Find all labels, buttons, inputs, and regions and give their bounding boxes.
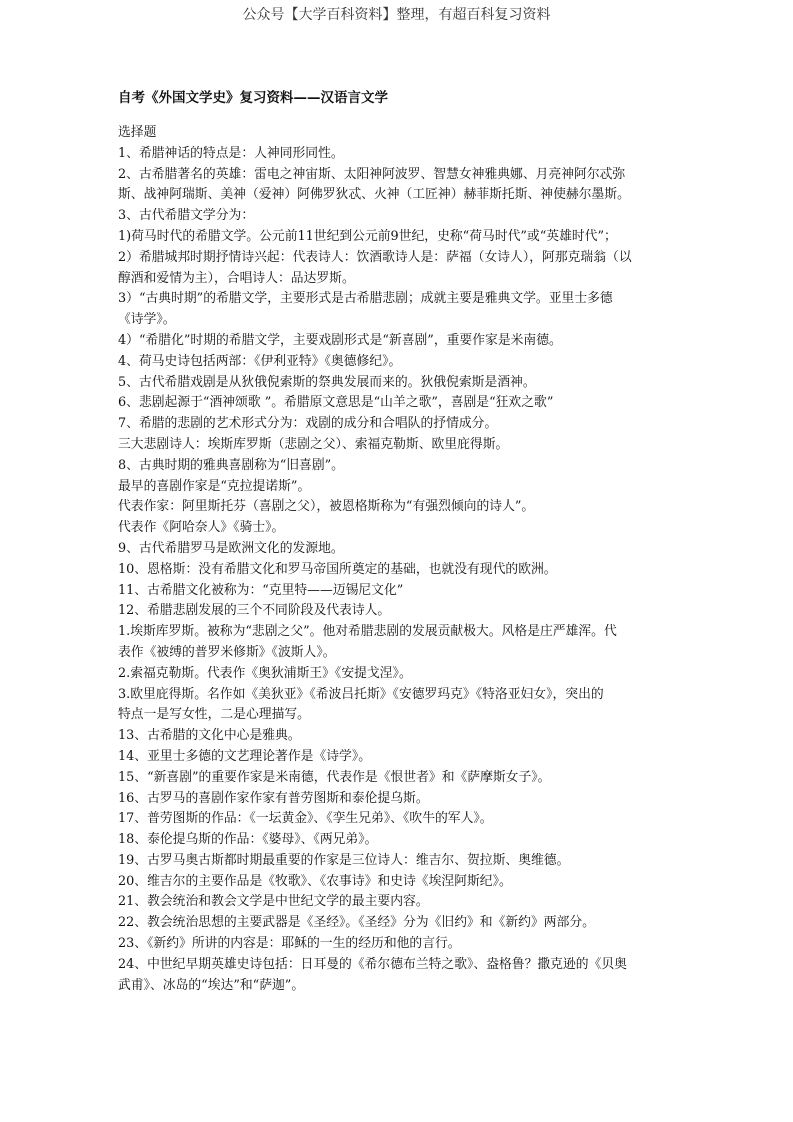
text-line: 18、泰伦提乌斯的作品：《婆母》、《两兄弟》。: [118, 832, 378, 848]
text-line: 代表作家：阿里斯托芬（喜剧之父），被恩格斯称为“有强烈倾向的诗人”。: [118, 499, 535, 515]
text-line: 24、中世纪早期英雄史诗包括：日耳曼的《希尔德布兰特之歌》、盎格鲁？撒克逊的《贝奥: [118, 956, 627, 972]
text-line: 2.索福克勒斯。代表作《奥狄浦斯王》《安提戈涅》。: [118, 665, 412, 681]
text-line: 特点一是写女性，二是心理描写。: [118, 707, 310, 723]
text-line: 2）希腊城邦时期抒情诗兴起：代表诗人：饮酒歌诗人是：萨福（女诗人），阿那克瑞翁（以: [118, 249, 632, 265]
document-title: 自考《外国文学史》复习资料——汉语言文学: [118, 90, 388, 106]
text-line: 最早的喜剧作家是“克拉提诺斯”。: [118, 478, 311, 494]
text-line: 19、古罗马奥古斯都时期最重要的作家是三位诗人：维吉尔、贺拉斯、奥维德。: [118, 852, 570, 868]
text-line: 22、教会统治思想的主要武器是《圣经》。《圣经》分为《旧约》和《新约》两部分。: [118, 915, 595, 931]
text-line: 4、荷马史诗包括两部：《伊利亚特》《奥德修纪》。: [118, 353, 402, 369]
text-line: 13、古希腊的文化中心是雅典。: [118, 728, 301, 744]
text-line: 21、教会统治和教会文学是中世纪文学的最主要内容。: [118, 894, 429, 910]
text-line: 8、古典时期的雅典喜剧称为“旧喜剧”。: [118, 457, 344, 473]
text-line: 斯、战神阿瑞斯、美神（爱神）阿佛罗狄忒、火神（工匠神）赫菲斯托斯、神使赫尔墨斯。: [118, 187, 630, 203]
text-line: 3.欧里庇得斯。名作如《美狄亚》《希波吕托斯》《安德罗玛克》《特洛亚妇女》，突出的: [118, 686, 604, 702]
text-line: 3、古代希腊文学分为：: [118, 208, 255, 224]
document-body: [118, 123, 688, 996]
text-line: 20、维吉尔的主要作品是《牧歌》、《农事诗》和史诗《埃涅阿斯纪》。: [118, 873, 512, 889]
text-line: 15、“新喜剧”的重要作家是米南德，代表作是《恨世者》和《萨摩斯女子》。: [118, 769, 551, 785]
text-line: 代表作《阿哈奈人》《骑士》。: [118, 520, 285, 536]
text-line: 武甫》、冰岛的“埃达”和“萨迦”。: [118, 977, 305, 993]
text-line: 1)荷马时代的希腊文学。公元前11世纪到公元前9世纪，史称“荷马时代”或“英雄时代”；: [118, 228, 617, 244]
text-line: 2、古希腊著名的英雄：雷电之神宙斯、太阳神阿波罗、智慧女神雅典娜、月亮神阿尔忒弥: [118, 166, 626, 182]
text-line: 9、古代希腊罗马是欧洲文化的发源地。: [118, 540, 344, 556]
text-line: 23、《新约》所讲的内容是：耶稣的一生的经历和他的言行。: [118, 936, 461, 952]
text-line: 17、普劳图斯的作品：《一坛黄金》、《孪生兄弟》、《吹牛的军人》。: [118, 811, 493, 827]
page-header: 公众号【大学百科资料】整理，有超百科复习资料: [242, 7, 551, 23]
text-line: 12、希腊悲剧发展的三个不同阶段及代表诗人。: [118, 603, 391, 619]
text-line: 醇酒和爱情为主），合唱诗人：品达罗斯。: [118, 270, 355, 286]
text-line: 《诗学》。: [118, 312, 176, 328]
text-line: 10、恩格斯：没有希腊文化和罗马帝国所奠定的基础，也就没有现代的欧洲。: [118, 561, 557, 577]
text-line: 14、亚里士多德的文艺理论著作是《诗学》。: [118, 748, 372, 764]
text-line: 7、希腊的悲剧的艺术形式分为：戏剧的成分和合唱队的抒情成分。: [118, 416, 498, 432]
text-line: 4）“希腊化”时期的希腊文学，主要戏剧形式是“新喜剧”，重要作家是米南德。: [118, 332, 562, 348]
section-heading: 选择题: [118, 125, 157, 140]
text-line: 表作《被缚的普罗米修斯》《波斯人》。: [118, 644, 336, 660]
text-line: 5、古代希腊戏剧是从狄俄倪索斯的祭典发展而来的。狄俄倪索斯是酒神。: [118, 374, 536, 390]
text-line: 3）“古典时期”的希腊文学，主要形式是古希腊悲剧；成就主要是雅典文学。亚里士多德: [118, 291, 613, 307]
text-line: 1、希腊神话的特点是：人神同形同性。: [118, 145, 344, 161]
text-line: 6、悲剧起源于“酒神颂歌 ”。希腊原文意思是“山羊之歌”，喜剧是“狂欢之歌”: [118, 395, 554, 411]
text-line: 三大悲剧诗人：埃斯库罗斯（悲剧之父）、索福克勒斯、欧里庇得斯。: [118, 436, 509, 452]
text-line: 16、古罗马的喜剧作家作家有普劳图斯和泰伦提乌斯。: [118, 790, 429, 806]
text-line: 1.埃斯库罗斯。被称为“悲剧之父”。他对希腊悲剧的发展贡献极大。风格是庄严雄浑。代: [118, 624, 617, 640]
text-line: 11、古希腊文化被称为：“克里特——迈锡尼文化”: [118, 582, 404, 598]
